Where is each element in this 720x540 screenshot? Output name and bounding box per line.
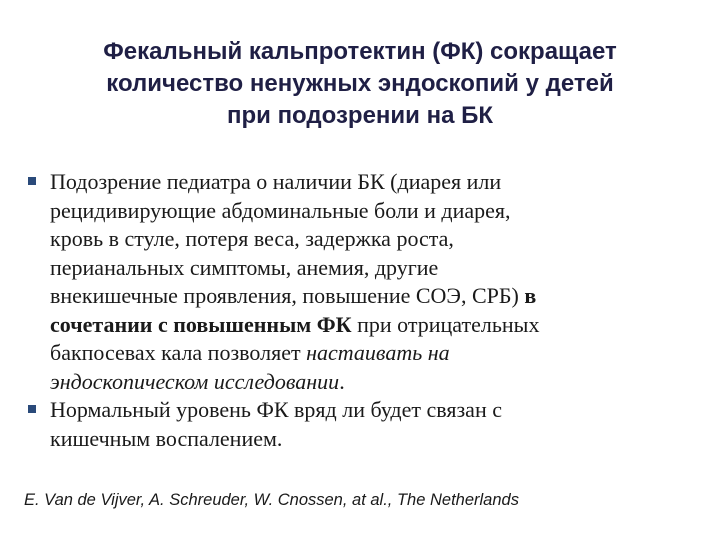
bullet-1-line-7	[50, 339, 698, 368]
bullet-1-line-5	[50, 282, 698, 311]
bullet-1-line-8-period: .	[339, 368, 345, 394]
bullet-1-line-5-bold: в	[524, 283, 537, 308]
bullet-1-line-6-bold: сочетании с повышенным ФК	[50, 311, 352, 337]
slide-title	[20, 36, 700, 132]
bullet-2-line-1: Нормальный уровень ФК вряд ли будет связан с	[50, 397, 502, 422]
bullet-1-line-7-italic: настаивать на	[306, 340, 450, 365]
bullet-1-line-8-italic: эндоскопическом исследовании	[50, 368, 340, 394]
bullet-1-line-8	[50, 368, 698, 397]
bullet-2-line-2: кишечным воспалением.	[50, 425, 283, 451]
bullet-1-line-5-text: внекишечные проявления, повышение СОЭ, СРБ)	[50, 283, 525, 308]
bullet-item-2	[28, 396, 698, 453]
square-bullet-icon	[28, 177, 36, 185]
citation: E. Van de Vijver, A. Schreuder, W. Cnossen, at al., The Netherlands	[24, 491, 519, 509]
bullet-1-line-3: кровь в стуле, потеря веса, задержка роста,	[50, 226, 454, 251]
bullet-item-1	[28, 168, 698, 396]
bullet-1-line-7-text: бакпосевах кала позволяет	[50, 340, 307, 365]
bullet-1-line-4: перианальных симптомы, анемия, другие	[50, 254, 439, 280]
bullet-1-line-6-text: при отрицательных	[351, 311, 540, 337]
title-line-3: при подозрении на БК	[226, 102, 493, 129]
bullet-1-line-1: Подозрение педиатра о наличии БК (диарея или	[50, 169, 502, 194]
bullet-1-line-2: рецидивирующие абдоминальные боли и диарея,	[50, 197, 511, 223]
bullet-1-line-6	[50, 311, 698, 340]
title-line-2: количество ненужных эндоскопий у детей	[106, 70, 614, 97]
square-bullet-icon	[28, 405, 36, 413]
title-line-1: Фекальный кальпротектин (ФК) сокращает	[103, 38, 617, 65]
bullet-list	[28, 168, 698, 453]
